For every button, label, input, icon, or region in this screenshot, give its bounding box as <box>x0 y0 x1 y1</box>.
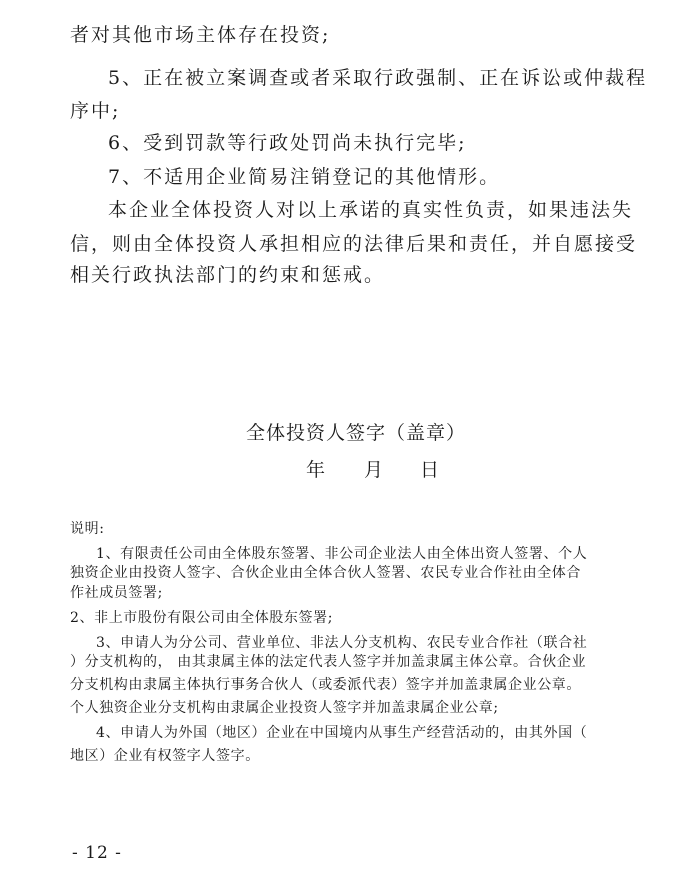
notes-line: 作社成员签署; <box>70 585 163 601</box>
notes-line: 2、非上市股份有限公司由全体股东签署; <box>70 610 334 626</box>
body-line: 5、正在被立案调查或者采取行政强制、正在诉讼或仲裁程 <box>108 67 648 89</box>
body-line: 6、受到罚款等行政处罚尚未执行完毕; <box>108 132 467 154</box>
body-line: 相关行政执法部门的约束和惩戒。 <box>70 264 386 286</box>
notes-line: 个人独资企业分支机构由隶属企业投资人签字并加盖隶属企业公章; <box>70 700 499 716</box>
date-year: 年 <box>306 459 326 481</box>
notes-line: ）分支机构的， 由其隶属主体的法定代表人签字并加盖隶属主体公章。合伙企业 <box>70 654 587 670</box>
notes-line: 3、申请人为分公司、营业单位、非法人分支机构、农民专业合作社（联合社 <box>96 635 588 651</box>
body-line: 本企业全体投资人对以上承诺的真实性负责，如果违法失 <box>108 199 634 221</box>
body-line: 7、不适用企业简易注销登记的其他情形。 <box>108 166 501 188</box>
date-day: 日 <box>420 459 440 481</box>
notes-line: 独资企业由投资人签字、合伙企业由全体合伙人签署、农民专业合作社由全体合 <box>70 565 581 581</box>
body-line: 信，则由全体投资人承担相应的法律后果和责任，并自愿接受 <box>70 233 638 255</box>
notes-line: 1、有限责任公司由全体股东签署、非公司企业法人由全体出资人签署、个人 <box>96 546 588 562</box>
date-month: 月 <box>364 459 384 481</box>
page-number: - 12 - <box>72 843 122 863</box>
signature-label: 全体投资人签字（盖章） <box>246 422 467 444</box>
body-line: 序中; <box>70 100 121 122</box>
notes-heading: 说明: <box>70 521 105 537</box>
notes-line: 分支机构由隶属主体执行事务合伙人（或委派代表）签字并加盖隶属企业公章。 <box>70 677 581 693</box>
notes-line: 地区）企业有权签字人签字。 <box>70 748 260 764</box>
notes-line: 4、申请人为外国（地区）企业在中国境内从事生产经营活动的，由其外国（ <box>96 725 588 741</box>
body-line: 者对其他市场主体存在投资; <box>70 24 331 46</box>
